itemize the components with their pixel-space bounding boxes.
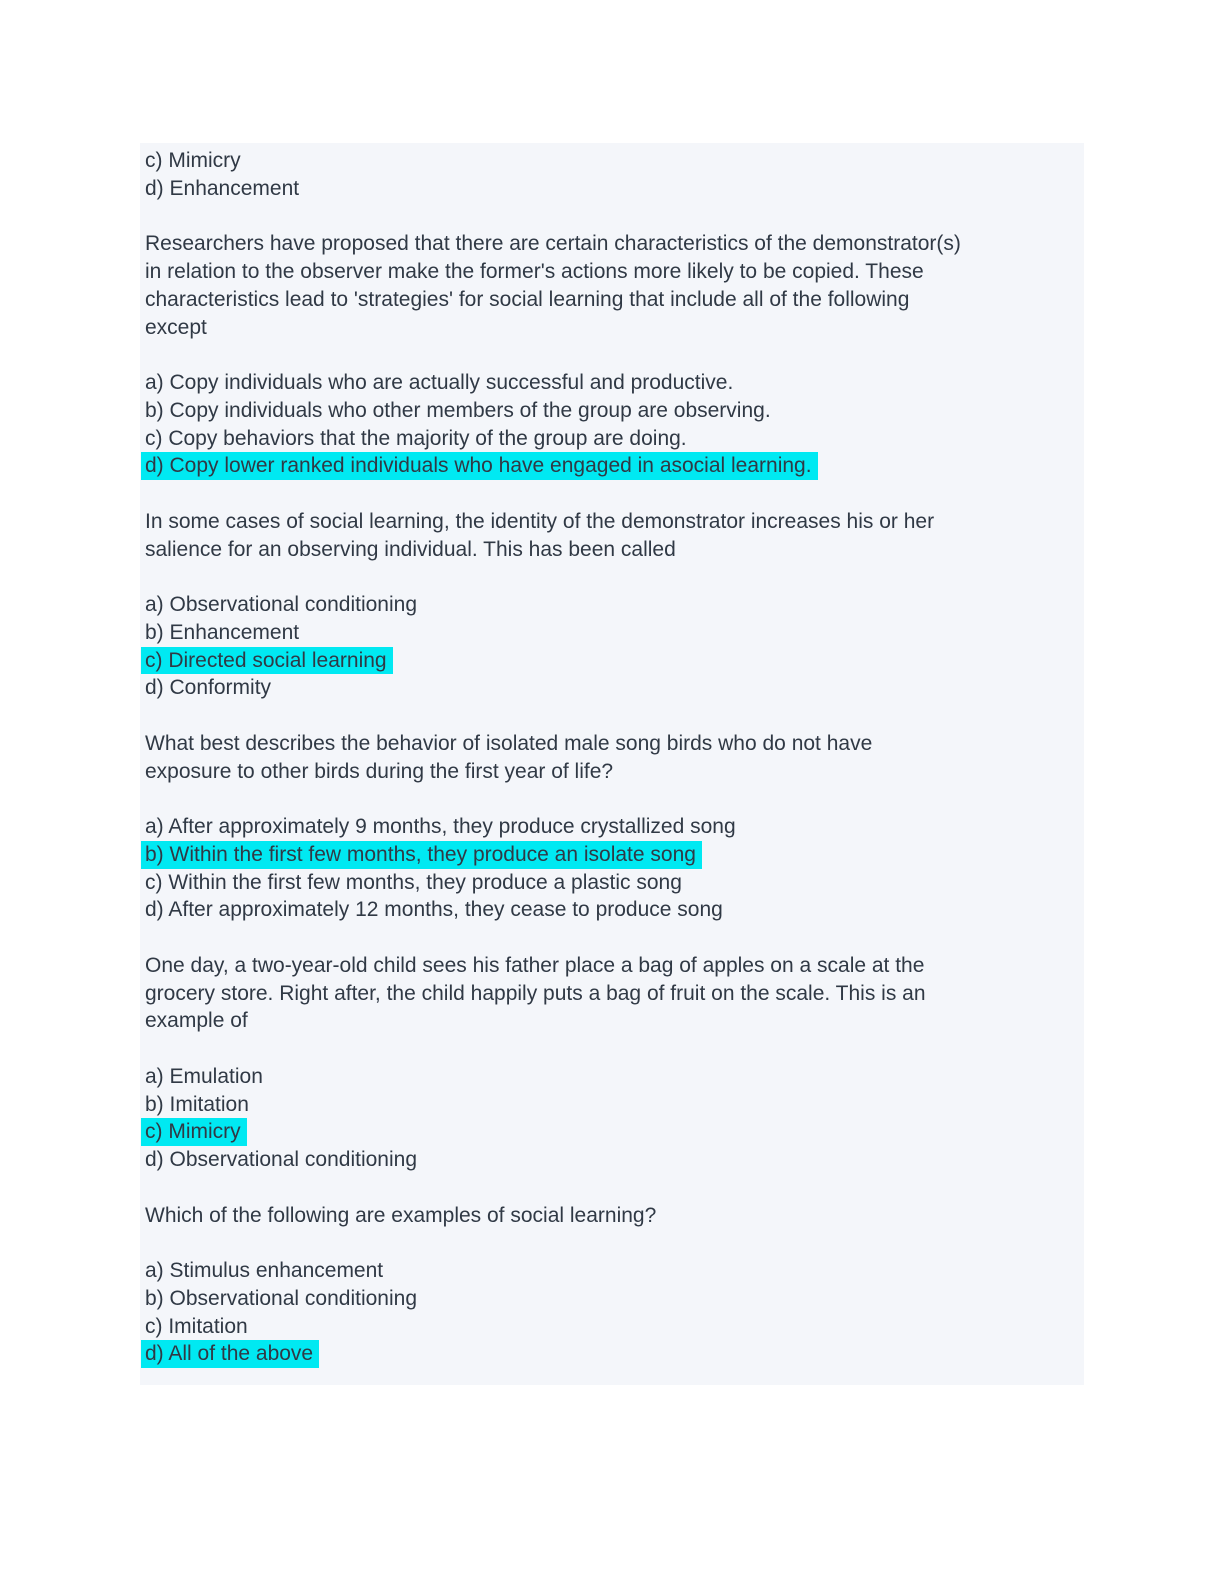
question-line (145, 952, 1076, 980)
answer-option-row (145, 175, 1076, 203)
answer-option-row (145, 1313, 1076, 1341)
question-line (145, 286, 1076, 314)
question-text: example of (145, 1009, 248, 1033)
question-line (145, 230, 1076, 258)
question-text: Researchers have proposed that there are certain characteristics of the demonstrator(s) (145, 232, 961, 256)
answer-choices-block (145, 813, 1076, 924)
question-text: Which of the following are examples of social learning? (145, 1203, 657, 1227)
question-line (145, 980, 1076, 1008)
answer-option-row (145, 425, 1076, 453)
answer-option-row (145, 147, 1076, 175)
answer-option: a) After approximately 9 months, they produce crystallized song (145, 815, 736, 838)
answer-option-row (145, 841, 1076, 869)
answer-option: c) Copy behaviors that the majority of the group are doing. (145, 426, 687, 450)
question-line (145, 258, 1076, 286)
answer-option: d) Observational conditioning (145, 1148, 417, 1171)
answer-option-highlighted: c) Directed social learning (141, 647, 393, 675)
answer-option-row (145, 1285, 1076, 1313)
answer-option: a) Observational conditioning (145, 593, 417, 616)
question-line (145, 730, 1076, 758)
answer-option-row (145, 452, 1076, 480)
answer-option-row (145, 813, 1076, 841)
question-line (145, 314, 1076, 342)
answer-option: a) Stimulus enhancement (145, 1259, 384, 1282)
answer-option-row (145, 369, 1076, 397)
answer-option: d) Enhancement (145, 176, 300, 200)
answer-option: b) Enhancement (145, 620, 300, 644)
answer-option-row (145, 591, 1076, 619)
question-text: In some cases of social learning, the identity of the demonstrator increases his or her (145, 509, 935, 533)
answer-option-highlighted: d) Copy lower ranked individuals who have engaged in asocial learning. (141, 452, 818, 480)
question-line (145, 1007, 1076, 1035)
question-text: grocery store. Right after, the child happily puts a bag of fruit on the scale. This is an (145, 981, 926, 1005)
question-text: What best describes the behavior of isolated male song birds who do not have (145, 731, 873, 755)
question-paragraph (145, 952, 1076, 1035)
question-text: One day, a two-year-old child sees his father place a bag of apples on a scale at the (145, 953, 925, 977)
question-text: characteristics lead to 'strategies' for social learning that include all of the following (145, 287, 910, 311)
question-line (145, 536, 1076, 564)
answer-choices-block (145, 591, 1076, 702)
answer-option: d) Conformity (145, 676, 272, 700)
answer-option: a) Emulation (145, 1064, 263, 1088)
answer-option: c) Within the first few months, they produce a plastic song (145, 870, 682, 894)
answer-option: b) Copy individuals who other members of the group are observing. (145, 398, 771, 422)
answer-option: c) Imitation (145, 1314, 248, 1338)
answer-option-row (145, 397, 1076, 425)
answer-option-highlighted: c) Mimicry (141, 1118, 247, 1146)
answer-option-row (145, 1091, 1076, 1119)
question-paragraph (145, 1202, 1076, 1230)
answer-option-row (145, 1146, 1076, 1174)
answer-option-highlighted: d) All of the above (141, 1340, 319, 1368)
answer-choices-block (145, 1063, 1076, 1174)
answer-option-row (145, 869, 1076, 897)
question-text: exposure to other birds during the first year of life? (145, 759, 614, 783)
answer-option-row (145, 1257, 1076, 1285)
question-text: in relation to the observer make the former's actions more likely to be copied. These (145, 260, 924, 283)
answer-option-highlighted: b) Within the first few months, they produce an isolate song (141, 841, 702, 869)
answer-choices-block (145, 369, 1076, 480)
answer-option: c) Mimicry (145, 149, 241, 172)
question-paragraph (145, 508, 1076, 564)
answer-option-row (145, 647, 1076, 675)
answer-option: b) Imitation (145, 1092, 249, 1116)
question-paragraph (145, 730, 1076, 786)
question-line (145, 1202, 1076, 1230)
answer-option-row (145, 619, 1076, 647)
answer-option: d) After approximately 12 months, they cease to produce song (145, 898, 723, 922)
answer-option-row (145, 674, 1076, 702)
answer-option: b) Observational conditioning (145, 1286, 417, 1310)
question-text: except (145, 315, 207, 339)
question-text: salience for an observing individual. This has been called (145, 537, 676, 561)
question-paragraph (145, 230, 1076, 341)
answer-option-row (145, 1118, 1076, 1146)
answer-choices-block (145, 147, 1076, 203)
answer-option-row (145, 896, 1076, 924)
answer-choices-block (145, 1257, 1076, 1368)
answer-option-row (145, 1340, 1076, 1368)
answer-option-row (145, 1063, 1076, 1091)
question-line (145, 758, 1076, 786)
question-line (145, 508, 1076, 536)
document-content (140, 143, 1084, 1385)
answer-option: a) Copy individuals who are actually successful and productive. (145, 371, 734, 394)
